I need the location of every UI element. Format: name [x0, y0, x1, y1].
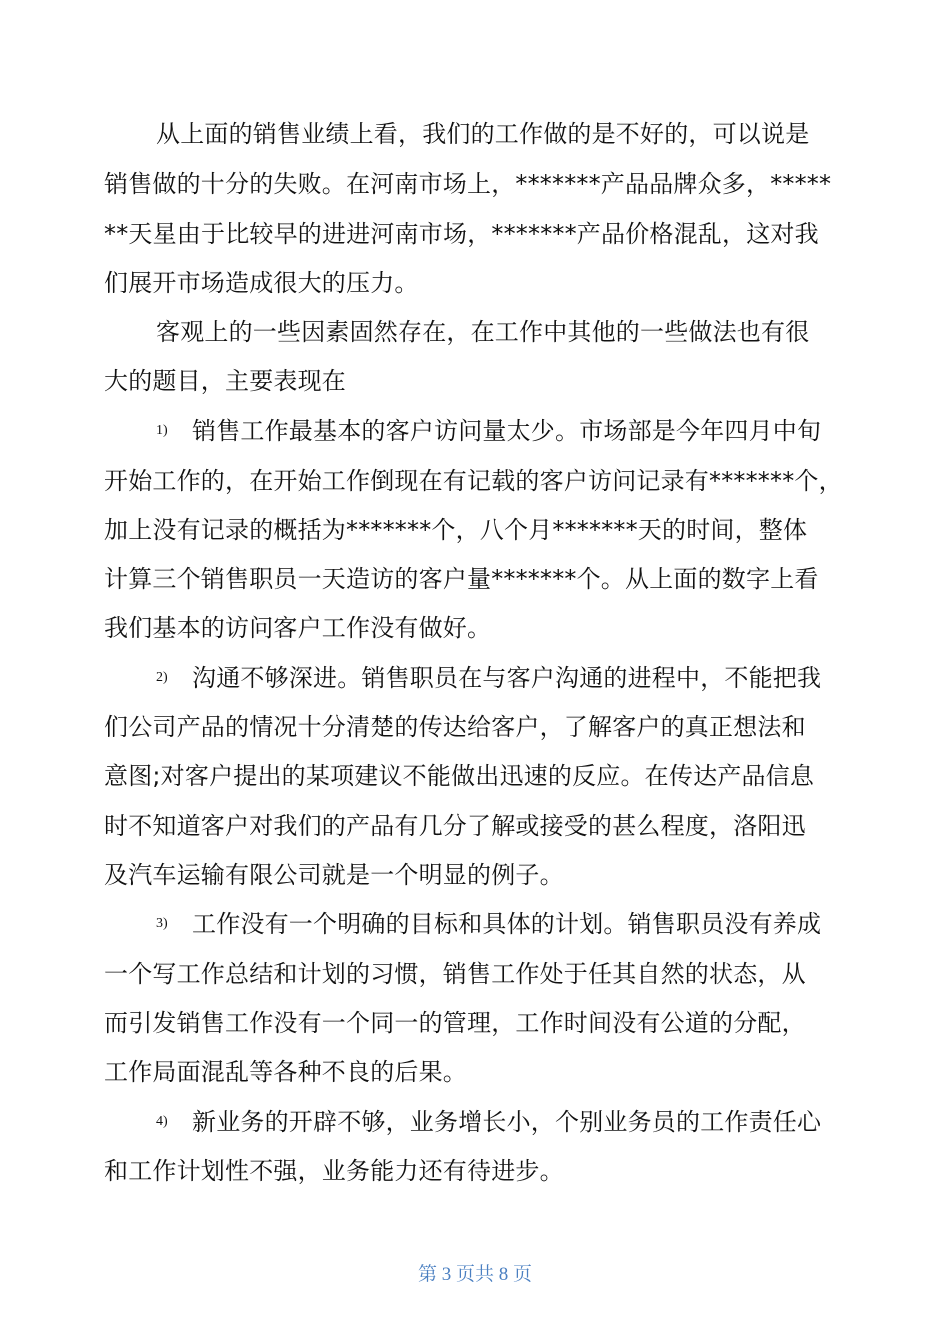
page-number-footer: 第 3 页共 8 页 [417, 1264, 532, 1285]
paragraph-2-line-2: 大的题目，主要表现在 [104, 367, 346, 395]
list-item-number: 4) [156, 1114, 168, 1129]
list-item-number: 3) [156, 916, 168, 931]
list-item-number: 1) [156, 423, 168, 438]
list-item-4-line-2: 和工作计划性不强，业务能力还有待进步。 [104, 1157, 564, 1185]
list-item-3-line-4: 工作局面混乱等各种不良的后果。 [104, 1058, 467, 1086]
list-item-2-line-3: 意图;对客户提出的某项建议不能做出迅速的反应。在传达产品信息 [104, 762, 815, 790]
paragraph-1-line-3: **天星由于比较早的进进河南市场，*******产品价格混乱，这对我 [104, 220, 819, 248]
list-item-2-line-1: 沟通不够深进。销售职员在与客户沟通的进程中，不能把我 [192, 664, 822, 692]
list-item-2-line-5: 及汽车运输有限公司就是一个明显的例子。 [104, 861, 564, 889]
list-item-4-line-1: 新业务的开辟不够，业务增长小，个别业务员的工作责任心 [192, 1108, 822, 1136]
list-item-1-line-1: 销售工作最基本的客户访问量太少。市场部是今年四月中旬 [192, 417, 822, 445]
list-item-2-line-4: 时不知道客户对我们的产品有几分了解或接受的甚么程度，洛阳迅 [104, 812, 806, 840]
paragraph-1-line-2: 销售做的十分的失败。在河南市场上，*******产品品牌众多，***** [104, 170, 832, 198]
list-item-number: 2) [156, 670, 168, 685]
list-item-1-line-4: 计算三个销售职员一天造访的客户量*******个。从上面的数字上看 [104, 565, 819, 593]
list-item-1-line-5: 我们基本的访问客户工作没有做好。 [104, 614, 492, 642]
paragraph-1-line-4: 们展开市场造成很大的压力。 [104, 269, 419, 297]
list-item-3-line-1: 工作没有一个明确的目标和具体的计划。销售职员没有养成 [192, 910, 822, 938]
list-item-3-line-3: 而引发销售工作没有一个同一的管理，工作时间没有公道的分配， [104, 1009, 806, 1037]
list-item-3-line-2: 一个写工作总结和计划的习惯，销售工作处于任其自然的状态，从 [104, 960, 806, 988]
list-item-2-line-2: 们公司产品的情况十分清楚的传达给客户，了解客户的真正想法和 [104, 713, 806, 741]
list-item-1-line-2: 开始工作的，在开始工作倒现在有记载的客户访问记录有*******个， [104, 467, 843, 495]
list-item-1-line-3: 加上没有记录的概括为*******个，八个月*******天的时间，整体 [104, 516, 808, 544]
paragraph-1-line-1: 从上面的销售业绩上看，我们的工作做的是不好的，可以说是 [156, 120, 810, 148]
paragraph-2-line-1: 客观上的一些因素固然存在，在工作中其他的一些做法也有很 [156, 318, 810, 346]
